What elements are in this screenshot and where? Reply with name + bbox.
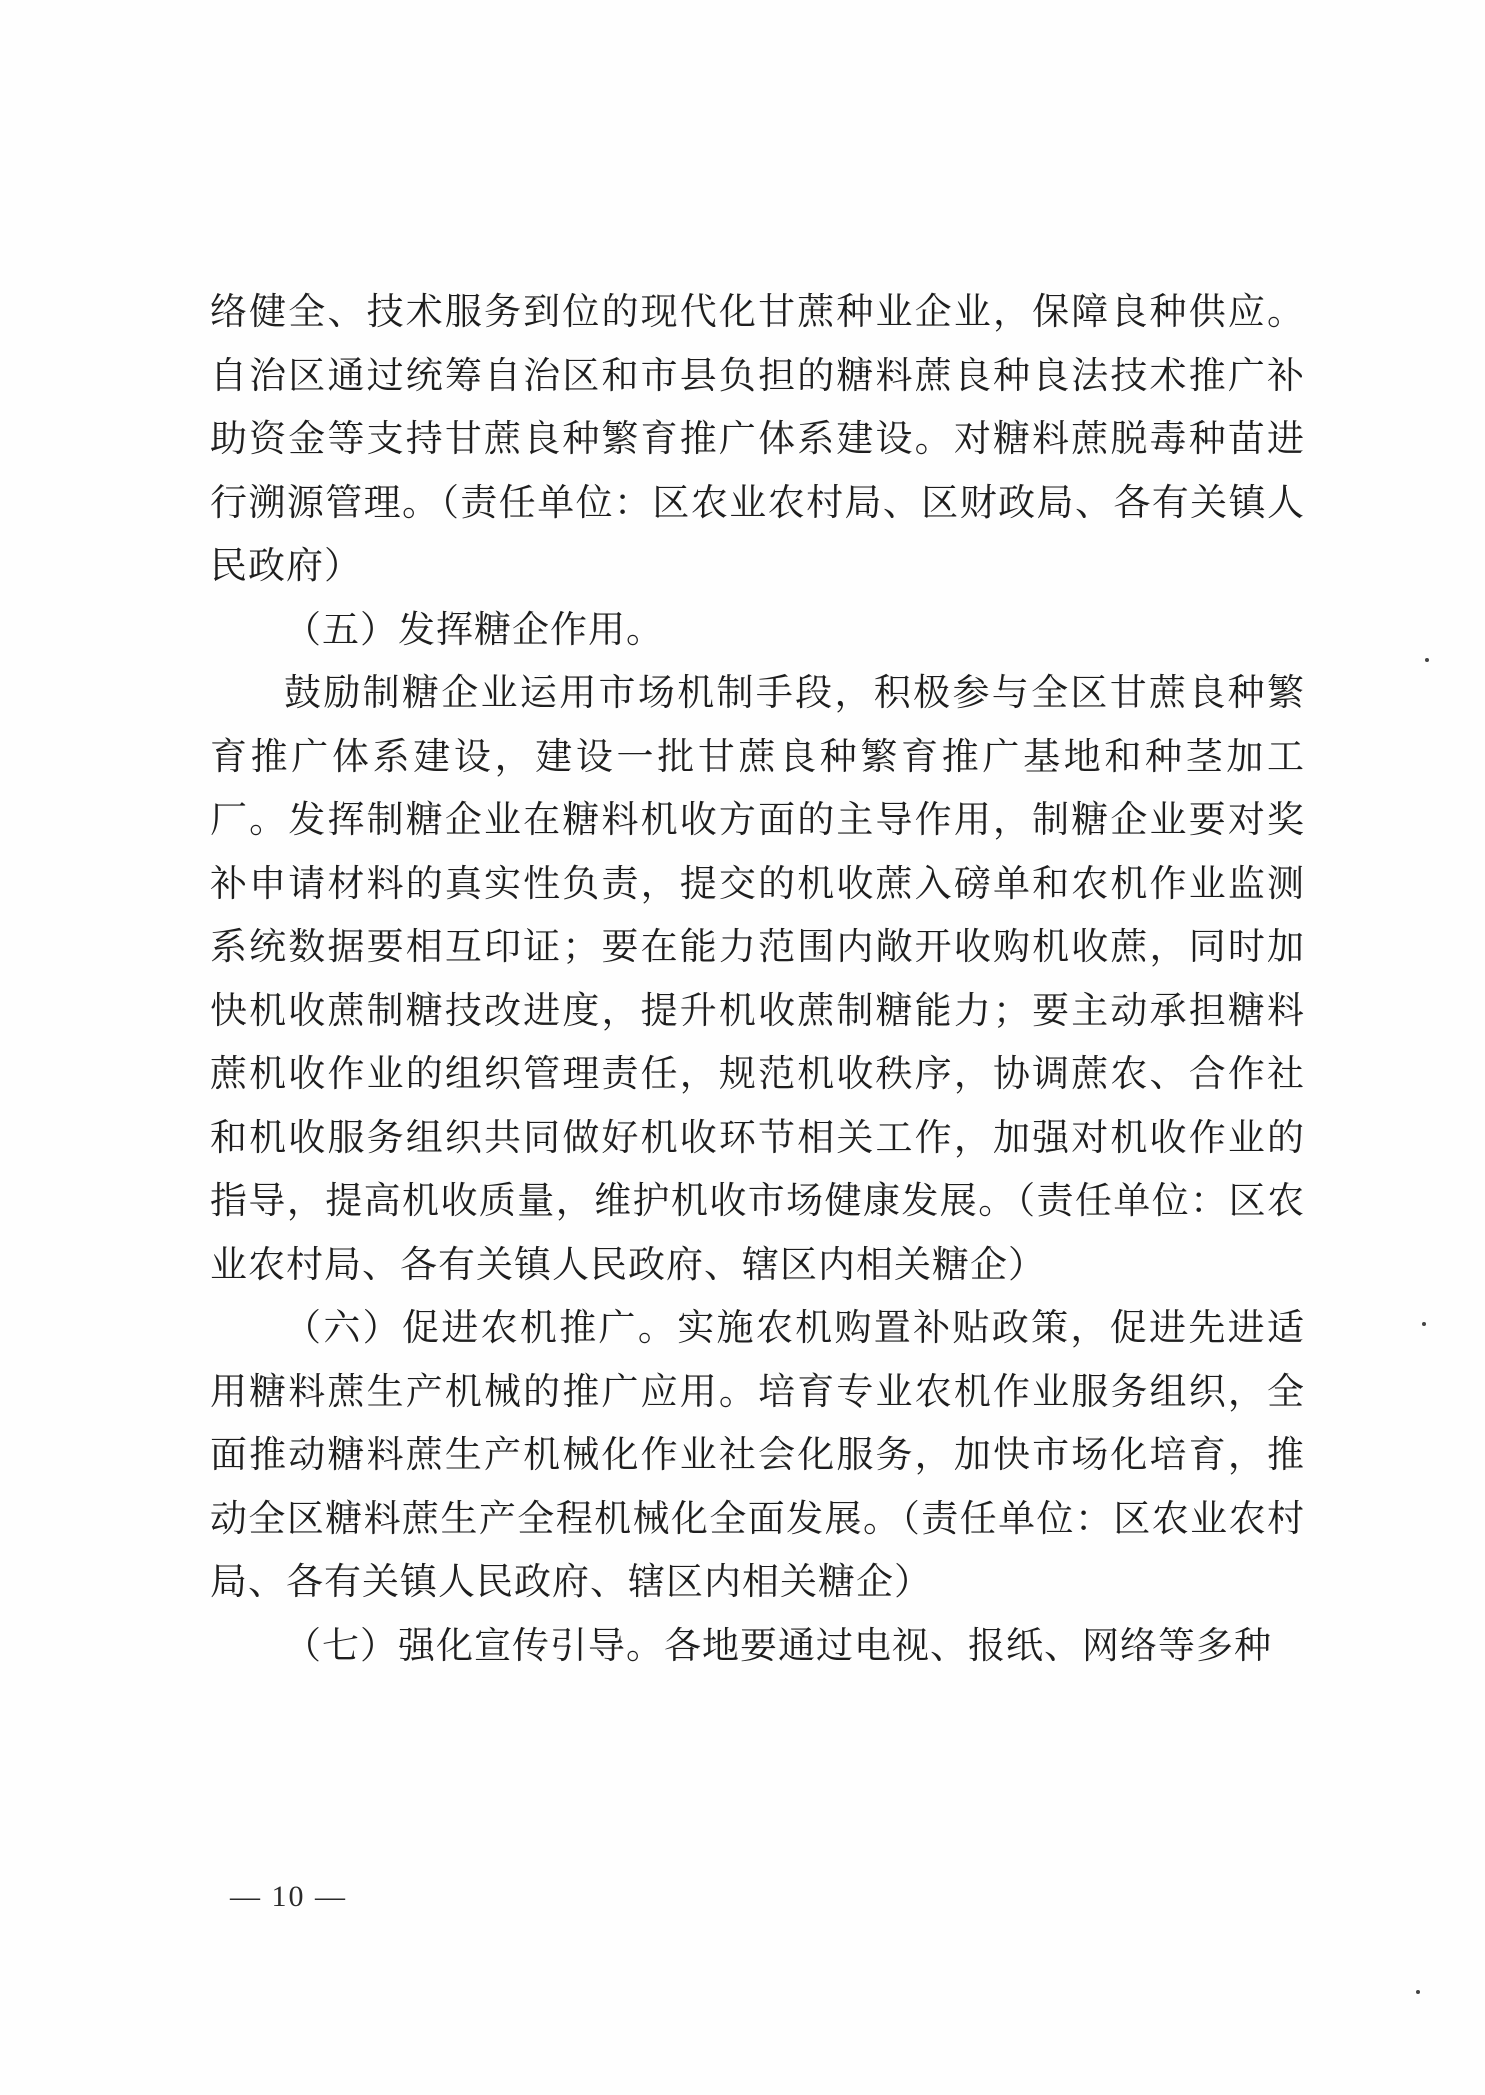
paragraph: 络健全、技术服务到位的现代化甘蔗种业企业，保障良种供应。自治区通过统筹自治区和市县负担的糖料蔗良种良法技术推广补助资金等支持甘蔗良种繁育推广体系建设。对糖料蔗脱毒种苗进行溯源管理。（责任单位：区农业农村局、区财政局、各有关镇人民政府） bbox=[210, 290, 1305, 587]
scan-speck bbox=[1416, 1990, 1420, 1994]
scan-speck bbox=[1425, 658, 1429, 662]
paragraph: 鼓励制糖企业运用市场机制手段，积极参与全区甘蔗良种繁育推广体系建设，建设一批甘蔗良种繁育推广基地和种茎加工厂。发挥制糖企业在糖料机收方面的主导作用，制糖企业要对奖补申请材料的真实性负责，提交的机收蔗入磅单和农机作业监测系统数据要相互印证；要在能力范围内敞开收购机收蔗，同时加快机收蔗制糖技改进度，提升机收蔗制糖能力；要主动承担糖料蔗机收作业的组织管理责任，规范机收秩序，协调蔗农、合作社和机收服务组织共同做好机收环节相关工作，加强对机收作业的指导，提高机收质量，维护机收市场健康发展。（责任单位：区农业农村局、各有关镇人民政府、辖区内相关糖企） bbox=[210, 671, 1305, 1286]
body-text bbox=[210, 280, 1305, 1677]
scan-speck bbox=[1422, 1322, 1426, 1326]
section-heading-five: （五）发挥糖企作用。 bbox=[284, 607, 664, 651]
page-number: — 10 — bbox=[230, 1880, 347, 1913]
section-paragraph-seven: （七）强化宣传引导。各地要通过电视、报纸、网络等多种 bbox=[284, 1623, 1272, 1667]
section-paragraph-six: （六）促进农机推广。实施农机购置补贴政策，促进先进适用糖料蔗生产机械的推广应用。培育专业农机作业服务组织，全面推动糖料蔗生产机械化作业社会化服务，加快市场化培育，推动全区糖料蔗生产全程机械化全面发展。（责任单位：区农业农村局、各有关镇人民政府、辖区内相关糖企） bbox=[210, 1306, 1305, 1603]
